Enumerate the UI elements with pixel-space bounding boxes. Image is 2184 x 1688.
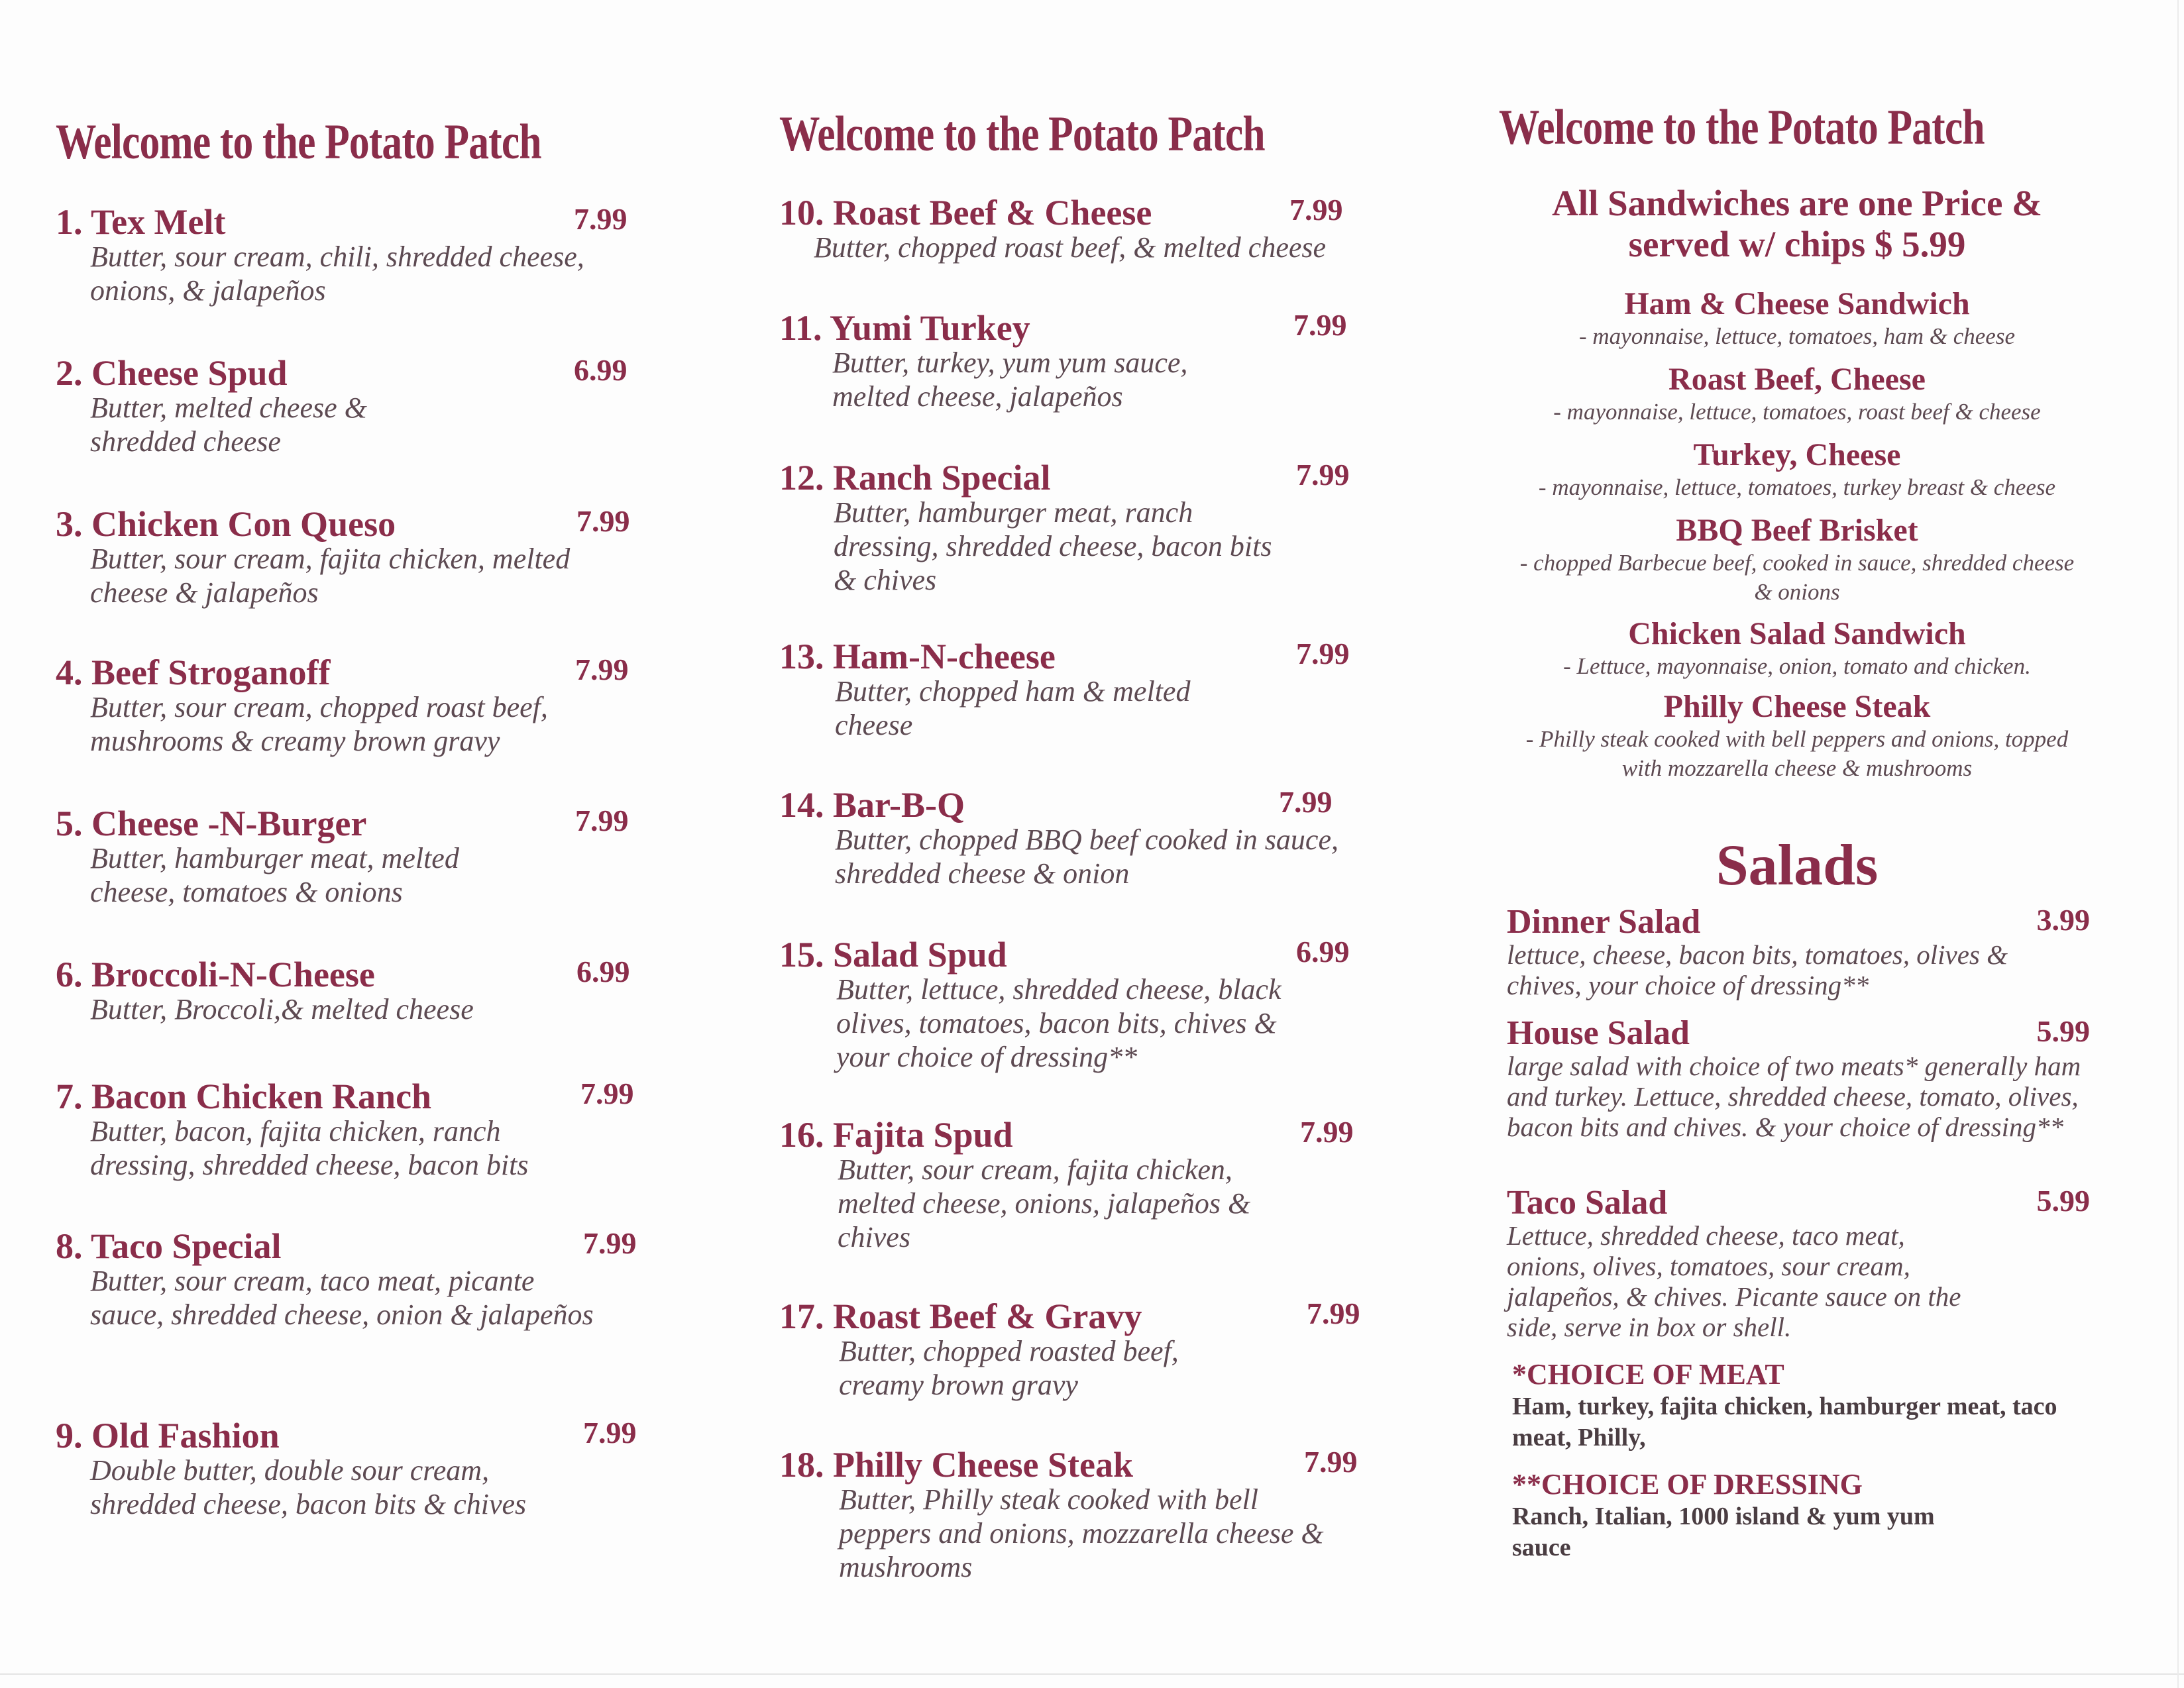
item-name: 13. Ham-N-cheese — [779, 637, 1056, 676]
item-price: 7.99 — [574, 202, 628, 236]
choice-of-meat-heading: *CHOICE OF MEAT — [1512, 1358, 1784, 1391]
item-name: 16. Fajita Spud — [779, 1115, 1013, 1155]
item-description: Butter, melted cheese & shredded cheese — [90, 392, 367, 458]
page-heading: Welcome to the Potato Patch — [56, 115, 541, 170]
item-price: 7.99 — [1307, 1296, 1360, 1330]
sandwich-note-line2: served w/ chips $ 5.99 — [1628, 224, 1966, 264]
sandwich-item — [1499, 513, 2095, 607]
page-heading: Welcome to the Potato Patch — [1499, 100, 1985, 155]
salad-price: 5.99 — [2036, 1184, 2090, 1218]
sandwich-note-line1: All Sandwiches are one Price & — [1552, 183, 2042, 223]
item-price: 6.99 — [1296, 935, 1350, 969]
item-description: Butter, sour cream, taco meat, picante sauce, shredded cheese, onion & jalapeños — [90, 1265, 594, 1331]
item-name: 7. Bacon Chicken Ranch — [56, 1077, 432, 1116]
item-price: 7.99 — [580, 1077, 634, 1110]
choice-of-dressing — [1512, 1468, 1976, 1563]
item-description: Butter, chopped roasted beef, creamy brown gravy — [839, 1335, 1179, 1401]
sandwich-name: Ham & Cheese Sandwich — [1624, 286, 1970, 321]
item-price: 7.99 — [1279, 785, 1333, 819]
item-description: Butter, chopped BBQ beef cooked in sauce, shredded cheese & onion — [835, 823, 1338, 890]
item-price: 6.99 — [576, 955, 630, 988]
item-price: 7.99 — [583, 1416, 637, 1450]
item-price: 7.99 — [1289, 193, 1343, 227]
item-price: 6.99 — [574, 353, 628, 387]
choice-of-meat — [1512, 1358, 2082, 1453]
item-price: 7.99 — [575, 804, 629, 837]
item-price: 7.99 — [583, 1226, 637, 1260]
item-price: 7.99 — [575, 653, 629, 686]
sandwich-item — [1499, 362, 2095, 427]
item-price: 7.99 — [576, 504, 630, 538]
salads-title: Salads — [1716, 833, 1879, 898]
salad-description: large salad with choice of two meats* generally ham and turkey. Lettuce, shredded cheese, tomato, olives, bacon bits and chives. & your choice of dressing** — [1507, 1051, 2081, 1142]
item-name: 15. Salad Spud — [779, 935, 1007, 975]
item-name: 12. Ranch Special — [779, 458, 1051, 498]
sandwich-description: - mayonnaise, lettuce, tomatoes, ham & cheese — [1578, 323, 2015, 349]
sandwich-description: - Philly steak cooked with bell peppers and onions, topped with mozzarella cheese & mushrooms — [1525, 726, 2069, 781]
item-name: 18. Philly Cheese Steak — [779, 1445, 1133, 1485]
sandwich-name: Chicken Salad Sandwich — [1628, 616, 1966, 651]
item-name: 14. Bar-B-Q — [779, 785, 965, 825]
item-name: 10. Roast Beef & Cheese — [779, 193, 1152, 233]
item-description: Butter, sour cream, chili, shredded cheese, onions, & jalapeños — [90, 240, 584, 307]
item-name: 6. Broccoli-N-Cheese — [56, 955, 375, 994]
page-heading: Welcome to the Potato Patch — [779, 107, 1265, 162]
item-description: Butter, Broccoli,& melted cheese — [90, 993, 474, 1026]
salad-name: Taco Salad — [1507, 1184, 1668, 1222]
item-name: 4. Beef Stroganoff — [56, 653, 331, 692]
sandwich-name: Roast Beef, Cheese — [1668, 362, 1926, 397]
choice-of-meat-text: Ham, turkey, fajita chicken, hamburger meat, taco meat, Philly, — [1512, 1393, 2057, 1451]
item-name: 9. Old Fashion — [56, 1416, 280, 1455]
choice-of-dressing-text: Ranch, Italian, 1000 island & yum yum sauce — [1512, 1503, 1935, 1561]
salad-price: 3.99 — [2036, 903, 2090, 937]
sandwich-name: Turkey, Cheese — [1693, 437, 1901, 472]
page-edge-line — [0, 1673, 2184, 1675]
item-description: Butter, lettuce, shredded cheese, black olives, tomatoes, bacon bits, chives & your choice of dressing** — [836, 973, 1282, 1073]
item-description: Double butter, double sour cream, shredded cheese, bacon bits & chives — [90, 1454, 527, 1520]
item-name: 2. Cheese Spud — [56, 353, 288, 393]
item-description: Butter, sour cream, fajita chicken, melted cheese, onions, jalapeños & chives — [838, 1153, 1251, 1253]
sandwich-name: Philly Cheese Steak — [1663, 689, 1931, 724]
item-description: Butter, turkey, yum yum sauce, melted cheese, jalapeños — [832, 346, 1188, 413]
item-price: 7.99 — [1296, 458, 1350, 492]
salad-price: 5.99 — [2036, 1014, 2090, 1048]
sandwich-description: - mayonnaise, lettuce, tomatoes, roast beef & cheese — [1553, 399, 2041, 425]
item-name: 8. Taco Special — [56, 1226, 282, 1266]
salad-description: lettuce, cheese, bacon bits, tomatoes, olives & chives, your choice of dressing** — [1507, 939, 2008, 1000]
salad-name: Dinner Salad — [1507, 903, 1701, 941]
item-price: 7.99 — [1293, 308, 1347, 342]
sandwich-price-note — [1499, 183, 2095, 265]
sandwich-item — [1499, 616, 2095, 681]
item-name: 11. Yumi Turkey — [779, 308, 1030, 348]
sandwich-item — [1499, 689, 2095, 783]
item-name: 17. Roast Beef & Gravy — [779, 1296, 1142, 1336]
item-description: Butter, bacon, fajita chicken, ranch dressing, shredded cheese, bacon bits — [90, 1115, 529, 1181]
sandwich-description: - mayonnaise, lettuce, tomatoes, turkey breast & cheese — [1538, 474, 2056, 500]
salad-name: House Salad — [1507, 1014, 1690, 1052]
sandwich-name: BBQ Beef Brisket — [1676, 513, 1918, 548]
item-description: Butter, sour cream, fajita chicken, melted cheese & jalapeños — [90, 543, 571, 609]
page-right-edge — [2177, 0, 2179, 1688]
item-price: 7.99 — [1296, 637, 1350, 670]
item-description: Butter, hamburger meat, melted cheese, tomatoes & onions — [90, 842, 459, 908]
item-description: Butter, sour cream, chopped roast beef, mushrooms & creamy brown gravy — [90, 691, 548, 757]
salad-description: Lettuce, shredded cheese, taco meat, onions, olives, tomatoes, sour cream, jalapeños, & chives. Picante sauce on the side, serve in box or shell. — [1507, 1220, 1961, 1342]
item-description: Butter, chopped ham & melted cheese — [835, 675, 1191, 741]
item-price: 7.99 — [1304, 1445, 1358, 1479]
item-name: 3. Chicken Con Queso — [56, 504, 396, 544]
item-description: Butter, Philly steak cooked with bell peppers and onions, mozzarella cheese & mushrooms — [839, 1483, 1324, 1583]
item-name: 1. Tex Melt — [56, 202, 226, 242]
sandwich-description: - Lettuce, mayonnaise, onion, tomato and chicken. — [1563, 653, 2031, 679]
sandwich-item — [1499, 437, 2095, 502]
sandwich-description: - chopped Barbecue beef, cooked in sauce, shredded cheese & onions — [1519, 550, 2075, 605]
choice-of-dressing-heading: **CHOICE OF DRESSING — [1512, 1468, 1863, 1501]
item-price: 7.99 — [1300, 1115, 1354, 1149]
item-description: Butter, chopped roast beef, & melted cheese — [814, 231, 1327, 264]
sandwich-item — [1499, 286, 2095, 351]
item-description: Butter, hamburger meat, ranch dressing, shredded cheese, bacon bits & chives — [834, 496, 1272, 596]
item-name: 5. Cheese -N-Burger — [56, 804, 367, 843]
